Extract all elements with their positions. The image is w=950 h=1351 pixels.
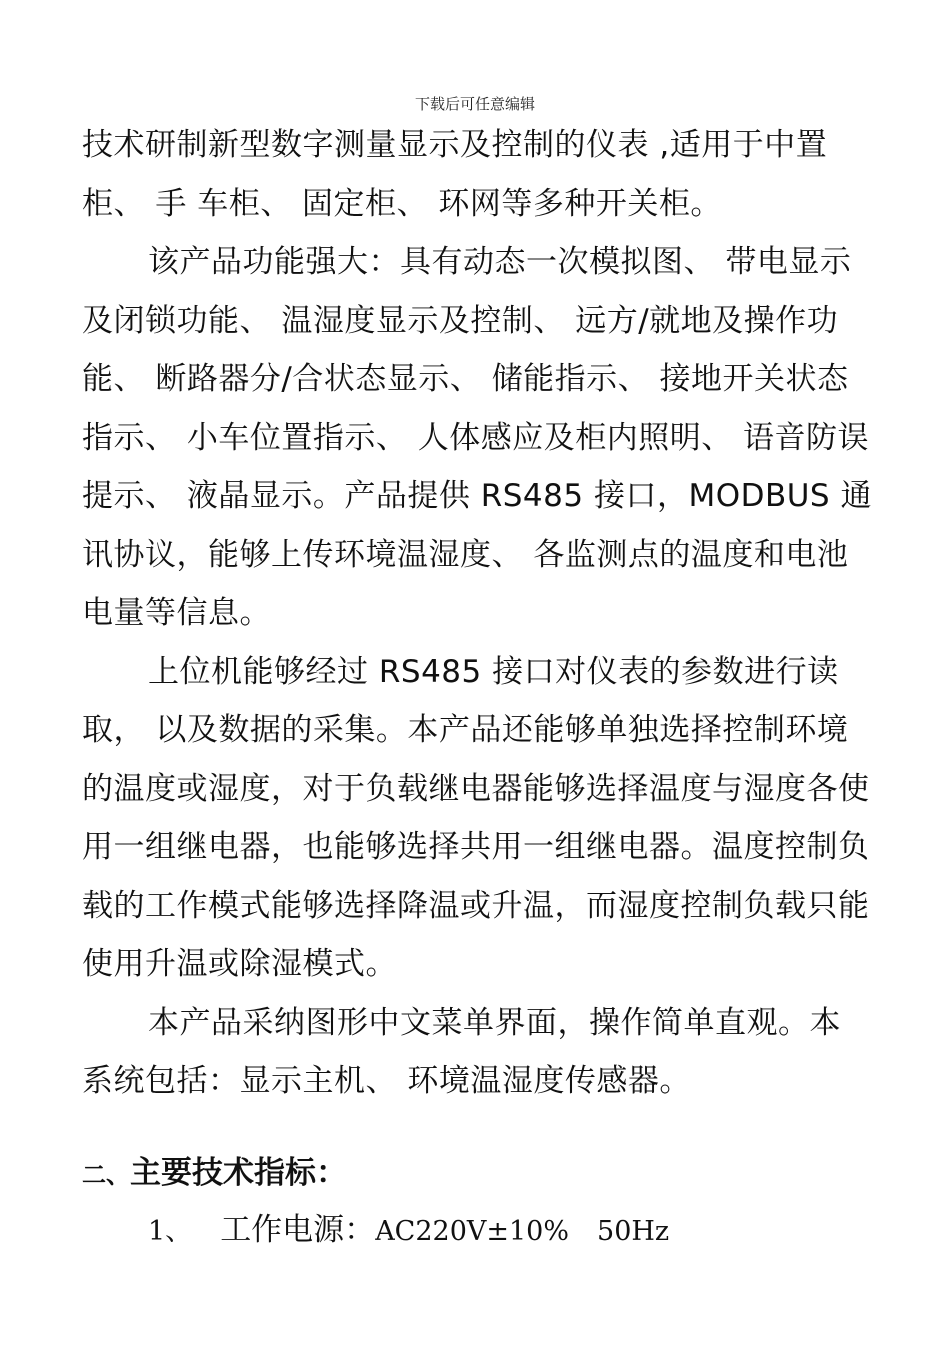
paragraph-2: 该产品功能强大：具有动态一次模拟图、 带电显示及闭锁功能、 温湿度显示及控制、 远方/就地及操作功能、 断路器分/合状态显示、 储能指示、 接地开关状态指示、 小车位置指示、 人体感应及柜内照明、 语音防误提示、 液晶显示。产品提供 RS485 接口，MODBUS 通讯协议，能够上传环境温湿度、 各监测点的温度和电池电量等信息。 (82, 244, 872, 631)
body-text (82, 116, 872, 1111)
paragraph-1: 技术研制新型数字测量显示及控制的仪表 ,适用于中置柜、 手 车柜、 固定柜、 环网等多种开关柜。 (82, 127, 828, 222)
section-heading (82, 1144, 872, 1204)
spec-index: 1、 (148, 1216, 193, 1247)
paragraph-3: 上位机能够经过 RS485 接口对仪表的参数进行读取， 以及数据的采集。本产品还能够单独选择控制环境的温度或湿度，对于负载继电器能够选择温度与湿度各使用一组继电器，也能够选择共用一组继电器。温度控制负载的工作模式能够选择降温或升温，而湿度控制负载只能使用升温或除湿模式。 (82, 653, 870, 982)
spec-label: 工作电源： (220, 1212, 376, 1248)
spec-frequency: 50Hz (597, 1216, 670, 1247)
spec-value: AC220V±10% (375, 1216, 570, 1247)
spec-item-power (148, 1201, 868, 1261)
paragraph-4: 本产品采纳图形中文菜单界面，操作简单直观。本系统包括：显示主机、 环境温湿度传感器。 (82, 1004, 841, 1099)
section-number: 二、 (82, 1161, 130, 1189)
page-header: 下载后可任意编辑 (414, 95, 535, 113)
section-title-text: 主要技术指标： (130, 1155, 347, 1191)
